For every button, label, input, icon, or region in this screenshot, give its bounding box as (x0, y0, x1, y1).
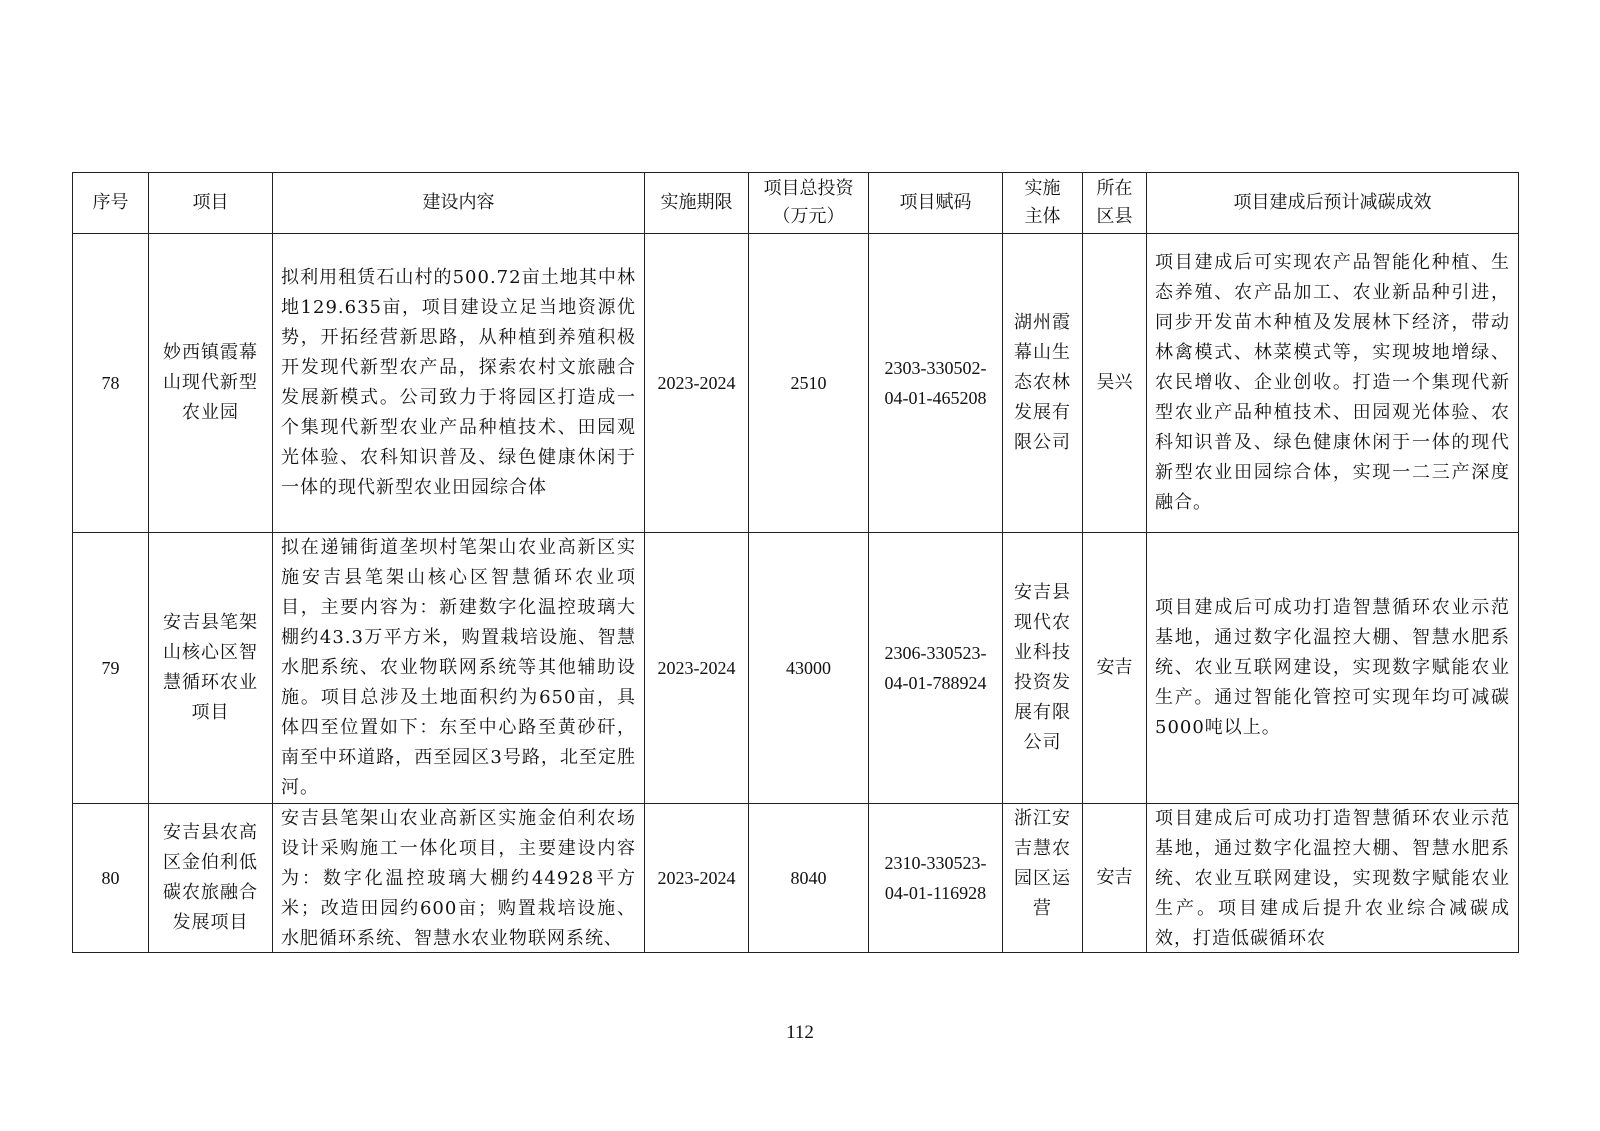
row-investment: 2510 (749, 234, 869, 533)
row-effect-text: 项目建成后可成功打造智慧循环农业示范基地，通过数字化温控大棚、智慧水肥系统、农业互联网建设，实现数字赋能农业生产。项目建成后提升农业综合减碳成效，打造低碳循环农 (1155, 808, 1510, 949)
project-table (72, 172, 1519, 953)
table-row (73, 234, 1519, 533)
header-investment-line2: （万元） (772, 206, 845, 227)
row-period: 2023-2024 (645, 533, 749, 804)
row-code-line2: 04-01-788924 (884, 673, 987, 693)
row-entity: 湖州霞幕山生态农林发展有限公司 (1003, 234, 1083, 533)
header-investment (749, 173, 869, 234)
row-project: 妙西镇霞幕山现代新型农业园 (149, 234, 273, 533)
header-county-line1: 所在 (1096, 178, 1133, 199)
header-entity-line1: 实施 (1024, 178, 1061, 199)
table-row (73, 804, 1519, 953)
row-effect (1147, 804, 1519, 953)
row-code (869, 533, 1003, 804)
row-entity-text: 浙江安吉慧农园区运营 (1014, 808, 1071, 919)
header-project: 项目 (149, 173, 273, 234)
table-header-row (73, 173, 1519, 234)
row-content: 拟在递铺街道垄坝村笔架山农业高新区实施安吉县笔架山核心区智慧循环农业项目，主要内容为：新建数字化温控玻璃大棚约43.3万平方米，购置栽培设施、智慧水肥系统、农业物联网系统等其他辅助设施。项目总涉及土地面积约为650亩，具体四至位置如下：东至中心路至黄砂矸，南至中环道路，西至园区3号路，北至定胜河。 (273, 533, 645, 804)
row-period: 2023-2024 (645, 804, 749, 953)
row-code-line2: 04-01-465208 (884, 388, 987, 408)
row-effect: 项目建成后可实现农产品智能化种植、生态养殖、农产品加工、农业新品种引进，同步开发苗木种植及发展林下经济，带动林禽模式、林菜模式等，实现坡地增绿、农民增收、企业创收。打造一个集现代新型农业产品种植技术、田园观光体验、农科知识普及、绿色健康休闲于一体的现代新型农业田园综合体，实现一二三产深度融合。 (1147, 234, 1519, 533)
row-investment: 8040 (749, 804, 869, 953)
row-code (869, 234, 1003, 533)
row-effect: 项目建成后可成功打造智慧循环农业示范基地，通过数字化温控大棚、智慧水肥系统、农业互联网建设，实现数字赋能农业生产。通过智能化管控可实现年均可减碳5000吨以上。 (1147, 533, 1519, 804)
row-county: 安吉 (1083, 533, 1147, 804)
header-county (1083, 173, 1147, 234)
row-content: 拟利用租赁石山村的500.72亩土地其中林地129.635亩，项目建设立足当地资源优势，开拓经营新思路，从种植到养殖积极开发现代新型农产品，探索农村文旅融合发展新模式。公司致力于将园区打造成一个集现代新型农业产品种植技术、田园观光体验、农科知识普及、绿色健康休闲于一体的现代新型农业田园综合体 (273, 234, 645, 533)
header-effect: 项目建成后预计减碳成效 (1147, 173, 1519, 234)
row-code-line1: 2310-330523- (884, 853, 987, 873)
row-entity (1003, 804, 1083, 953)
row-entity: 安吉县现代农业科技投资发展有限公司 (1003, 533, 1083, 804)
header-county-line2: 区县 (1096, 206, 1133, 227)
row-index: 80 (73, 804, 149, 953)
header-content: 建设内容 (273, 173, 645, 234)
row-code-line2: 04-01-116928 (884, 883, 987, 903)
row-content (273, 804, 645, 953)
row-index: 78 (73, 234, 149, 533)
row-project: 安吉县笔架山核心区智慧循环农业项目 (149, 533, 273, 804)
row-period: 2023-2024 (645, 234, 749, 533)
header-investment-line1: 项目总投资 (763, 178, 854, 199)
row-code-line1: 2306-330523- (884, 643, 987, 663)
row-investment: 43000 (749, 533, 869, 804)
header-entity (1003, 173, 1083, 234)
row-code-line1: 2303-330502- (884, 358, 987, 378)
header-entity-line2: 主体 (1024, 206, 1061, 227)
row-county: 安吉 (1083, 804, 1147, 953)
page-number: 112 (786, 1022, 814, 1043)
row-index: 79 (73, 533, 149, 804)
header-index: 序号 (73, 173, 149, 234)
row-code (869, 804, 1003, 953)
row-county: 吴兴 (1083, 234, 1147, 533)
table-row (73, 533, 1519, 804)
header-period: 实施期限 (645, 173, 749, 234)
row-content-text: 安吉县笔架山农业高新区实施金伯利农场设计采购施工一体化项目，主要建设内容为：数字化温控玻璃大棚约44928平方米；改造田园约600亩；购置栽培设施、水肥循环系统、智慧水农业物联网系统、 (281, 808, 636, 949)
row-project: 安吉县农高区金伯利低碳农旅融合发展项目 (149, 804, 273, 953)
header-code: 项目赋码 (869, 173, 1003, 234)
